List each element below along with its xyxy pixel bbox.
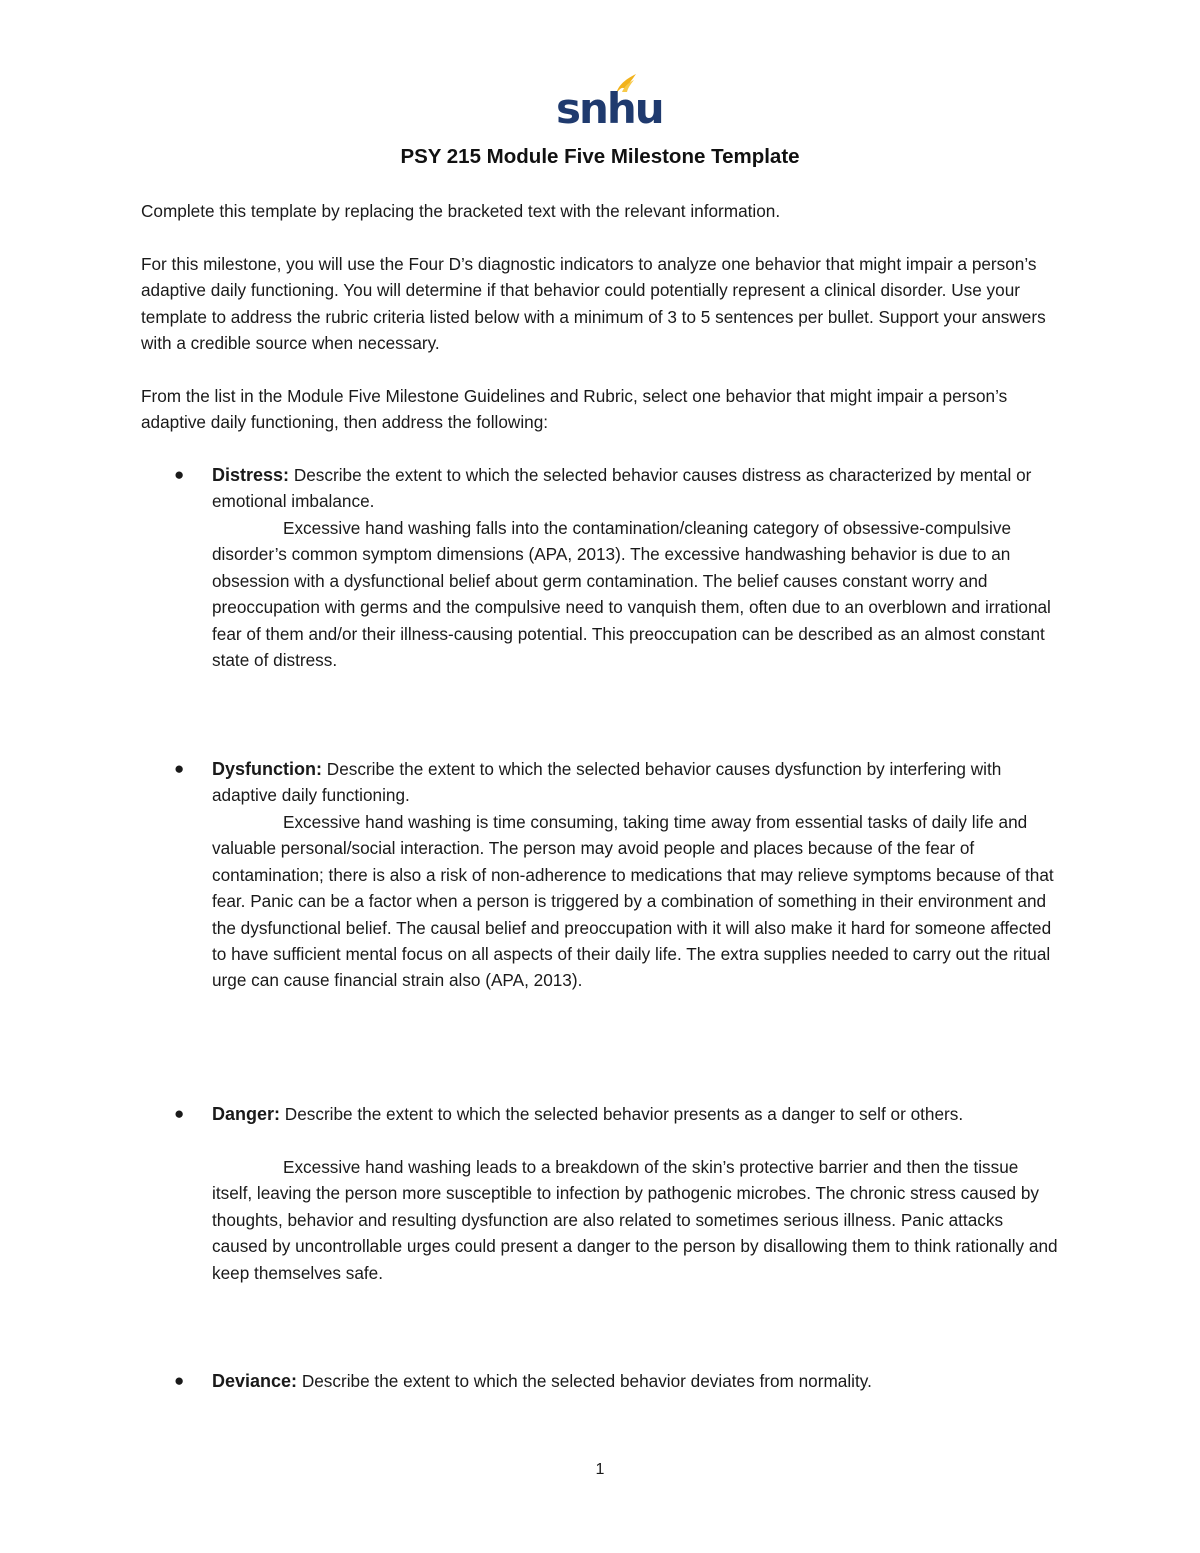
bullet-prompt: [212, 1368, 1062, 1394]
bullet-term: Deviance:: [212, 1371, 298, 1391]
bullet-answer: Excessive hand washing leads to a breakdown of the skin’s protective barrier and then the tissue itself, leaving the person more susceptible to infection by pathogenic microbes. The chronic stress caused by thoughts, behavior and resulting dysfunction are also related to sometimes serious illness. Panic attacks caused by uncontrollable urges could present a danger to the person by disallowing them to think rationally and keep themselves safe.: [212, 1157, 1058, 1283]
instruction-text: Complete this template by replacing the bracketed text with the relevant information.: [141, 201, 781, 221]
bullet-term: Dysfunction:: [212, 759, 322, 779]
bullet-term: Distress:: [212, 465, 290, 485]
bullet-answer: Excessive hand washing is time consuming, taking time away from essential tasks of daily life and valuable personal/social interaction. The person may avoid people and places because of the fear of contamination; there is also a risk of non-adherence to medications that may relieve symptoms because of that fear. Panic can be a factor when a person is triggered by a combination of something in their environment and the dysfunctional belief. The causal belief and preoccupation with it will also make it hard for someone affected to have sufficient mental focus on all aspects of their daily life. The extra supplies needed to carry out the ritual urge can cause financial strain also (APA, 2013).: [212, 812, 1054, 991]
bullet-prompt-text: Describe the extent to which the selected behavior causes distress as characterized by mental or emotional imbalance.: [212, 465, 1032, 512]
bullet-dot-icon: ●: [174, 1371, 185, 1390]
bullet-prompt: [212, 756, 1062, 809]
selection-prompt: From the list in the Module Five Milestone Guidelines and Rubric, select one behavior that might impair a person’s adaptive daily functioning, then address the following:: [141, 386, 1008, 433]
page-title: PSY 215 Module Five Milestone Template: [400, 145, 800, 168]
snhu-logo: [556, 72, 663, 133]
bullet-prompt: [212, 1101, 1062, 1127]
bullet-prompt: [212, 462, 1062, 515]
bullet-answer: Excessive hand washing falls into the contamination/cleaning category of obsessive-compulsive disorder’s common symptom dimensions (APA, 2013). The excessive handwashing behavior is due to an obsession with a dysfunctional belief about germ contamination. The belief causes constant worry and preoccupation with germs and the compulsive need to vanquish them, often due to an overblown and irrational fear of them and/or their illness-causing potential. This preoccupation can be described as an almost constant state of distress.: [212, 518, 1051, 671]
bullet-dot-icon: ●: [174, 1104, 185, 1123]
bullet-prompt-text: Describe the extent to which the selected behavior presents as a danger to self or others.: [284, 1104, 964, 1124]
bullet-prompt-text: Describe the extent to which the selected behavior causes dysfunction by interfering with adaptive daily functioning.: [212, 759, 1002, 806]
logo-text: snhu: [556, 84, 663, 133]
bullet-dot-icon: ●: [174, 465, 185, 484]
bullet-prompt-text: Describe the extent to which the selected behavior deviates from normality.: [301, 1371, 872, 1391]
page-number: 1: [595, 1461, 605, 1478]
bullet-dot-icon: ●: [174, 759, 185, 778]
bullet-term: Danger:: [212, 1104, 281, 1124]
milestone-description: For this milestone, you will use the Four D’s diagnostic indicators to analyze one behavior that might impair a person’s adaptive daily functioning. You will determine if that behavior could potentially represent a clinical disorder. Use your template to address the rubric criteria listed below with a minimum of 3 to 5 sentences per bullet. Support your answers with a credible source when necessary.: [141, 254, 1046, 354]
